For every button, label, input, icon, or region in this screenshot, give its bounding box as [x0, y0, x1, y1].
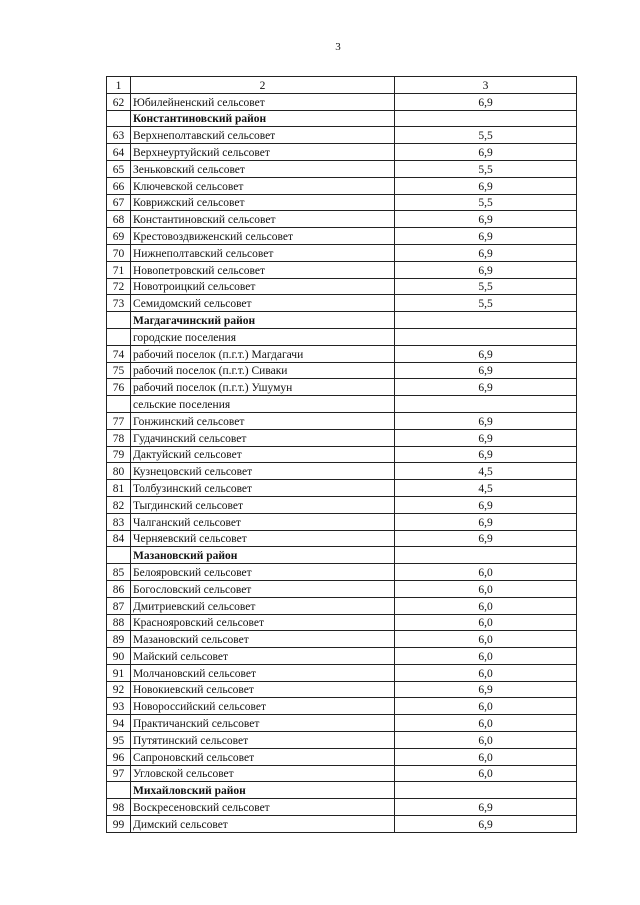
table-row	[107, 765, 577, 782]
settlement-name: рабочий поселок (п.г.т.) Сиваки	[131, 362, 395, 379]
row-number	[107, 547, 131, 564]
row-value: 6,9	[395, 379, 577, 396]
row-number: 96	[107, 748, 131, 765]
table-row	[107, 564, 577, 581]
settlement-name: Нижнеполтавский сельсовет	[131, 244, 395, 261]
row-value: 6,0	[395, 597, 577, 614]
table-row	[107, 496, 577, 513]
row-number: 91	[107, 664, 131, 681]
row-number: 74	[107, 345, 131, 362]
row-number: 77	[107, 412, 131, 429]
table-row	[107, 530, 577, 547]
settlement-name: Дмитриевский сельсовет	[131, 597, 395, 614]
table-row	[107, 614, 577, 631]
row-value: 5,5	[395, 278, 577, 295]
row-value: 6,0	[395, 664, 577, 681]
settlement-name: Чалганский сельсовет	[131, 513, 395, 530]
row-number: 98	[107, 799, 131, 816]
settlement-group-row	[107, 396, 577, 413]
settlement-name: Угловской сельсовет	[131, 765, 395, 782]
table-row	[107, 631, 577, 648]
row-value	[395, 110, 577, 127]
row-value: 6,9	[395, 345, 577, 362]
row-number	[107, 312, 131, 329]
row-number: 88	[107, 614, 131, 631]
row-value: 6,9	[395, 513, 577, 530]
settlement-group-label: сельские поселения	[131, 396, 395, 413]
row-value: 6,0	[395, 631, 577, 648]
row-number	[107, 110, 131, 127]
settlement-name: Верхнеполтавский сельсовет	[131, 127, 395, 144]
row-value: 4,5	[395, 463, 577, 480]
table-row	[107, 513, 577, 530]
settlement-name: Новороссийский сельсовет	[131, 698, 395, 715]
row-number: 87	[107, 597, 131, 614]
row-value: 6,9	[395, 799, 577, 816]
row-number: 93	[107, 698, 131, 715]
settlement-name: Тыгдинский сельсовет	[131, 496, 395, 513]
row-number: 70	[107, 244, 131, 261]
row-number: 90	[107, 648, 131, 665]
row-number: 71	[107, 261, 131, 278]
row-value: 6,9	[395, 429, 577, 446]
row-value: 6,0	[395, 765, 577, 782]
row-number: 69	[107, 228, 131, 245]
table-row	[107, 715, 577, 732]
row-value: 6,9	[395, 244, 577, 261]
settlement-name: Новотроицкий сельсовет	[131, 278, 395, 295]
row-number: 68	[107, 211, 131, 228]
settlement-name: Молчановский сельсовет	[131, 664, 395, 681]
row-value: 5,5	[395, 160, 577, 177]
row-number: 81	[107, 480, 131, 497]
district-name: Михайловский район	[131, 782, 395, 799]
settlement-name: Дактуйский сельсовет	[131, 446, 395, 463]
table-row	[107, 228, 577, 245]
row-number: 97	[107, 765, 131, 782]
table-row	[107, 664, 577, 681]
settlement-name: Сапроновский сельсовет	[131, 748, 395, 765]
district-name: Магдагачинский район	[131, 312, 395, 329]
row-value: 6,0	[395, 698, 577, 715]
settlement-name: Крестовоздвиженский сельсовет	[131, 228, 395, 245]
row-number: 63	[107, 127, 131, 144]
row-value: 6,9	[395, 144, 577, 161]
row-number: 62	[107, 93, 131, 110]
row-number: 92	[107, 681, 131, 698]
settlement-name: Новокиевский сельсовет	[131, 681, 395, 698]
table-row	[107, 732, 577, 749]
row-value: 6,9	[395, 211, 577, 228]
row-value	[395, 312, 577, 329]
row-number: 80	[107, 463, 131, 480]
settlement-name: рабочий поселок (п.г.т.) Магдагачи	[131, 345, 395, 362]
table-row	[107, 93, 577, 110]
row-number: 84	[107, 530, 131, 547]
settlement-name: Юбилейненский сельсовет	[131, 93, 395, 110]
row-value: 5,5	[395, 194, 577, 211]
row-number: 66	[107, 177, 131, 194]
settlement-name: Краснояровский сельсовет	[131, 614, 395, 631]
row-value: 4,5	[395, 480, 577, 497]
settlement-name: Коврижский сельсовет	[131, 194, 395, 211]
row-value: 6,9	[395, 261, 577, 278]
table-row	[107, 261, 577, 278]
district-name: Константиновский район	[131, 110, 395, 127]
row-number: 89	[107, 631, 131, 648]
settlement-name: Димский сельсовет	[131, 816, 395, 833]
row-number	[107, 328, 131, 345]
table-row	[107, 463, 577, 480]
settlement-name: Кузнецовский сельсовет	[131, 463, 395, 480]
settlement-name: Белояровский сельсовет	[131, 564, 395, 581]
row-number: 99	[107, 816, 131, 833]
row-value: 5,5	[395, 295, 577, 312]
table-row	[107, 698, 577, 715]
header-col-2: 2	[131, 77, 395, 94]
district-header-row	[107, 547, 577, 564]
settlement-name: Гонжинский сельсовет	[131, 412, 395, 429]
row-value: 6,0	[395, 732, 577, 749]
table-row	[107, 412, 577, 429]
table-row	[107, 278, 577, 295]
row-number: 72	[107, 278, 131, 295]
table-row	[107, 379, 577, 396]
row-number: 79	[107, 446, 131, 463]
settlement-name: Гудачинский сельсовет	[131, 429, 395, 446]
table-row	[107, 362, 577, 379]
table-row	[107, 345, 577, 362]
table-row	[107, 177, 577, 194]
table-row	[107, 580, 577, 597]
row-number: 76	[107, 379, 131, 396]
row-value: 6,9	[395, 412, 577, 429]
header-col-3: 3	[395, 77, 577, 94]
settlement-group-row	[107, 328, 577, 345]
settlement-name: Толбузинский сельсовет	[131, 480, 395, 497]
row-value	[395, 328, 577, 345]
table-row	[107, 160, 577, 177]
page-number: 3	[335, 41, 341, 53]
table-row	[107, 681, 577, 698]
settlement-name: Мазановский сельсовет	[131, 631, 395, 648]
row-number: 85	[107, 564, 131, 581]
row-number: 86	[107, 580, 131, 597]
row-number	[107, 396, 131, 413]
row-value: 6,9	[395, 93, 577, 110]
district-header-row	[107, 782, 577, 799]
settlements-table	[106, 76, 577, 833]
row-value: 6,0	[395, 715, 577, 732]
table-row	[107, 295, 577, 312]
row-value: 5,5	[395, 127, 577, 144]
table-row	[107, 816, 577, 833]
row-number: 67	[107, 194, 131, 211]
settlement-name: Константиновский сельсовет	[131, 211, 395, 228]
row-number: 95	[107, 732, 131, 749]
row-value: 6,0	[395, 580, 577, 597]
settlement-name: Путятинский сельсовет	[131, 732, 395, 749]
table-row	[107, 429, 577, 446]
table-row	[107, 194, 577, 211]
row-value: 6,9	[395, 681, 577, 698]
row-number: 64	[107, 144, 131, 161]
table-row	[107, 799, 577, 816]
settlement-name: Практичанский сельсовет	[131, 715, 395, 732]
settlement-name: Зеньковский сельсовет	[131, 160, 395, 177]
row-value: 6,0	[395, 614, 577, 631]
row-number: 83	[107, 513, 131, 530]
row-value: 6,0	[395, 648, 577, 665]
row-number: 65	[107, 160, 131, 177]
row-value	[395, 782, 577, 799]
settlement-name: Воскресеновский сельсовет	[131, 799, 395, 816]
row-number: 82	[107, 496, 131, 513]
district-header-row	[107, 110, 577, 127]
settlement-name: Семидомский сельсовет	[131, 295, 395, 312]
settlement-name: Новопетровский сельсовет	[131, 261, 395, 278]
settlement-name: Богословский сельсовет	[131, 580, 395, 597]
row-value: 6,0	[395, 564, 577, 581]
table-row	[107, 244, 577, 261]
row-number: 75	[107, 362, 131, 379]
row-number: 94	[107, 715, 131, 732]
header-col-1: 1	[107, 77, 131, 94]
table-row	[107, 597, 577, 614]
table-row	[107, 127, 577, 144]
row-value	[395, 396, 577, 413]
settlement-name: рабочий поселок (п.г.т.) Ушумун	[131, 379, 395, 396]
row-number	[107, 782, 131, 799]
district-header-row	[107, 312, 577, 329]
row-value: 6,9	[395, 530, 577, 547]
row-value: 6,9	[395, 362, 577, 379]
row-number: 78	[107, 429, 131, 446]
table-row	[107, 446, 577, 463]
district-name: Мазановский район	[131, 547, 395, 564]
table-row	[107, 480, 577, 497]
row-value: 6,9	[395, 228, 577, 245]
row-value	[395, 547, 577, 564]
settlement-group-label: городские поселения	[131, 328, 395, 345]
row-value: 6,9	[395, 177, 577, 194]
table-row	[107, 748, 577, 765]
settlement-name: Верхнеуртуйский сельсовет	[131, 144, 395, 161]
row-value: 6,9	[395, 446, 577, 463]
row-value: 6,9	[395, 816, 577, 833]
table-row	[107, 648, 577, 665]
settlement-name: Ключевской сельсовет	[131, 177, 395, 194]
settlement-name: Черняевский сельсовет	[131, 530, 395, 547]
table-body	[107, 77, 577, 833]
table-header-row	[107, 77, 577, 94]
row-value: 6,0	[395, 748, 577, 765]
table-row	[107, 144, 577, 161]
row-number: 73	[107, 295, 131, 312]
row-value: 6,9	[395, 496, 577, 513]
settlement-name: Майский сельсовет	[131, 648, 395, 665]
table-row	[107, 211, 577, 228]
